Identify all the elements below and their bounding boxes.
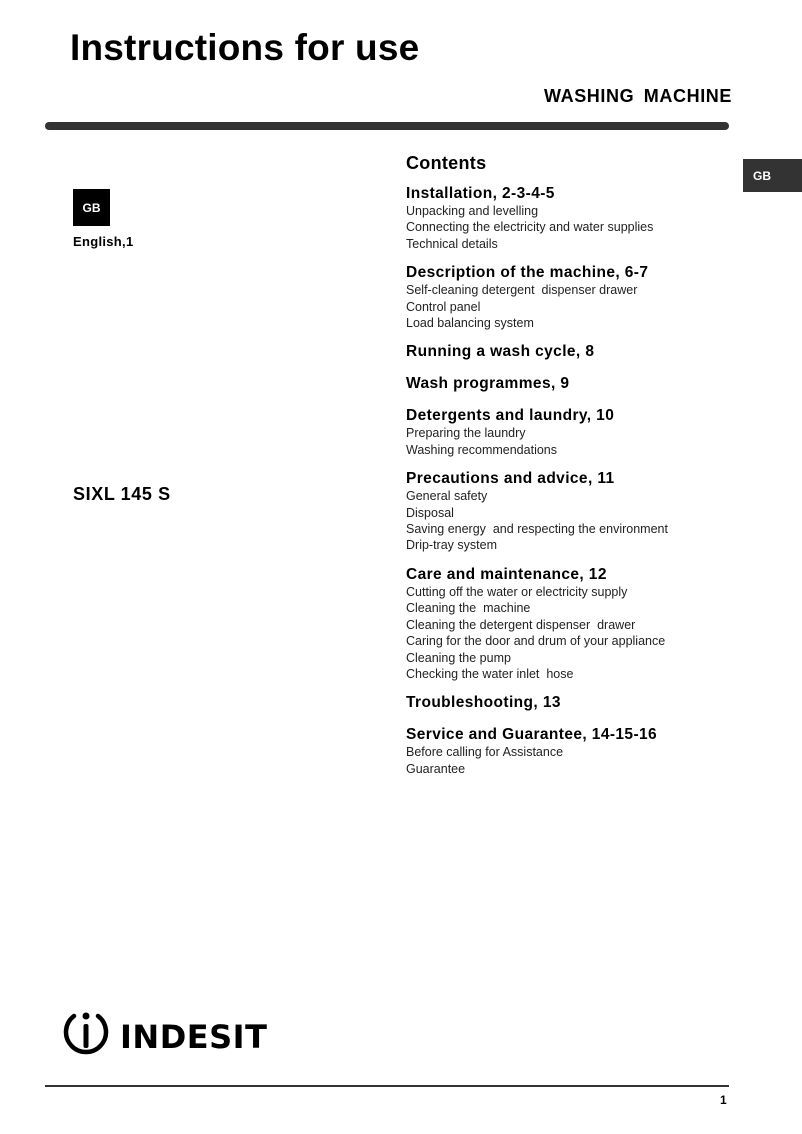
indesit-power-i-icon [60,1010,112,1063]
toc-section-service [406,725,736,777]
toc-section-troubleshooting [406,693,736,712]
toc-item: Saving energy and respecting the environment [406,522,668,537]
language-badge [73,189,110,226]
toc-section-description [406,263,736,331]
model-number: SIXL 145 S [73,484,171,504]
toc-section-title: Precautions and advice, 11 [406,470,615,488]
toc-section-title: Troubleshooting, 13 [406,694,561,712]
contents-heading: Contents [406,153,487,173]
header-divider [45,122,729,130]
toc-section-running [406,342,736,361]
toc-item: Cleaning the machine [406,601,531,616]
toc-section-detergents [406,406,736,458]
toc-item: Unpacking and levelling [406,204,539,218]
toc-item: Connecting the electricity and water supplies [406,220,654,235]
toc-item: Preparing the laundry [406,426,526,441]
toc-section-installation [406,184,736,252]
toc-item: General safety [406,489,488,504]
toc-item: Before calling for Assistance [406,745,564,760]
brand-logo [60,1010,267,1063]
toc-item: Guarantee [406,761,466,776]
toc-item: Self-cleaning detergent dispenser drawer [406,283,638,298]
toc-section-title: Wash programmes, 9 [406,375,570,393]
brand-name: INDESIT [120,1017,268,1056]
toc-section-title: Description of the machine, 6-7 [406,264,649,282]
language-link: English,1 [73,234,134,249]
toc-item: Cleaning the pump [406,650,511,665]
toc-item: Load balancing system [406,316,534,331]
product-type: WASHING MACHINE [544,86,732,106]
side-tab-label: GB [753,168,771,183]
toc-item: Washing recommendations [406,442,557,457]
toc-section-title: Service and Guarantee, 14-15-16 [406,726,658,744]
table-of-contents [406,152,736,788]
page-number: 1 [720,1093,727,1107]
toc-section-title: Installation, 2-3-4-5 [406,185,555,202]
toc-item: Cutting off the water or electricity supply [406,584,628,599]
toc-item: Caring for the door and drum of your appliance [406,634,666,649]
toc-item: Checking the water inlet hose [406,666,574,681]
toc-section-title: Care and maintenance, 12 [406,565,607,583]
toc-item: Cleaning the detergent dispenser drawer [406,617,636,632]
toc-section-programmes [406,374,736,393]
language-side-tab [743,159,802,192]
toc-item: Technical details [406,236,498,251]
toc-section-title: Running a wash cycle, 8 [406,343,595,361]
footer-divider [45,1085,729,1087]
toc-item: Control panel [406,299,481,314]
toc-item: Disposal [406,505,454,520]
toc-section-title: Detergents and laundry, 10 [406,407,615,425]
toc-section-precautions [406,469,736,554]
language-badge-label: GB [82,200,101,215]
toc-section-care [406,565,736,682]
document-title: Instructions for use [70,27,420,68]
toc-item: Drip-tray system [406,538,497,553]
